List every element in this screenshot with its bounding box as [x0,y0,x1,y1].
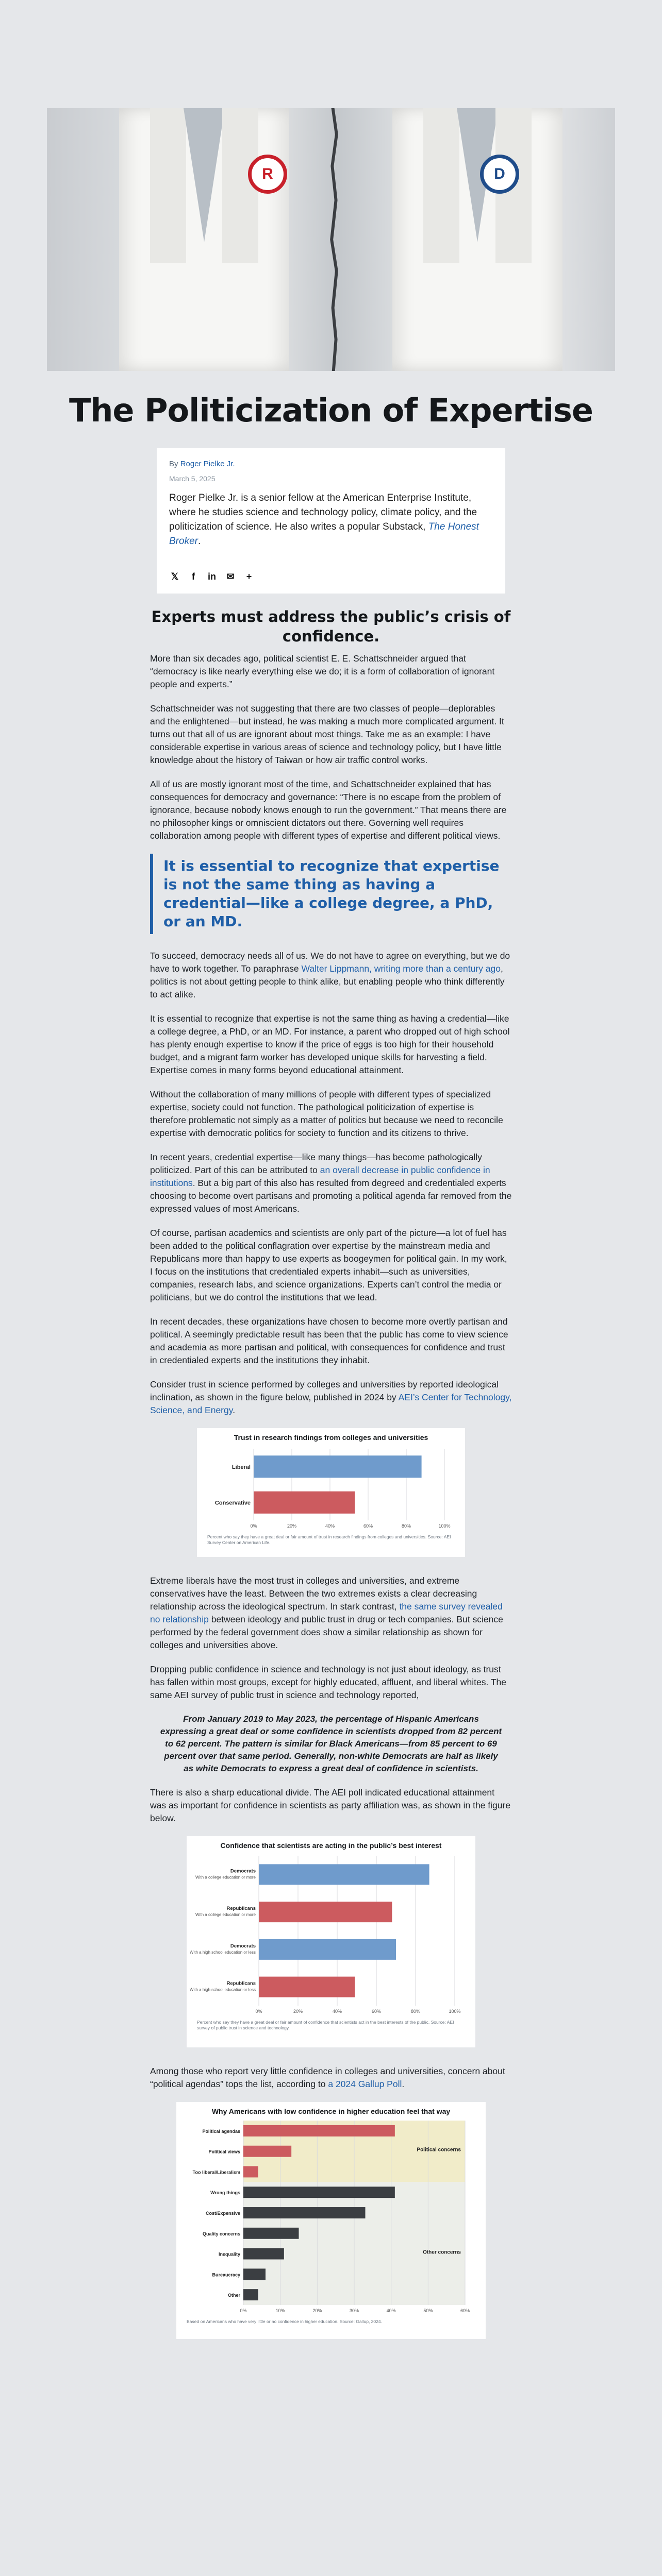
chart-title: Trust in research findings from colleges and universities [234,1433,428,1442]
category-sublabel: With a high school education or less [189,1950,256,1955]
category-sublabel: With a college education or more [195,1912,256,1918]
author-link[interactable]: Roger Pielke Jr. [180,460,235,468]
x-tick-label: 100% [438,1523,451,1529]
paragraph: Without the collaboration of many millions of people with different types of specialized expertise, society could not function. The pathological politicization of expertise is therefore problematic not simply as a matter of politics but because we need to reconcile expertise with democratic politics for society to function and its citizens to thrive. [150,1089,503,1138]
group-label: Other concerns [423,2249,461,2256]
author-card [157,448,505,594]
substack-link[interactable]: The Honest Broker [169,521,479,547]
chart-note: Percent who say they have a great deal or fair amount of confidence that scientists act in the best interests of the public. Source: AEI survey of public trust in science and technology. [197,2020,454,2030]
bar [243,2228,299,2239]
category-label: Republicans [226,1906,256,1912]
x-tick-label: 60% [460,2308,470,2313]
x-tick-label: 50% [423,2308,433,2313]
category-label: Other [227,2293,240,2298]
figure-confidence-scientists [187,1836,475,2047]
bar [243,2207,366,2218]
aei-center-link[interactable]: AEI’s Center for Technology, Science, and Energy [150,1392,512,1415]
gallup-poll-link[interactable]: a 2024 Gallup Poll [328,2079,402,2089]
chart-note: Based on Americans who have very little or no confidence in higher education. Source: Gallup, 2024. [187,2319,382,2324]
bar [243,2289,258,2300]
bar [254,1455,422,1478]
x-tick-label: 40% [325,1523,335,1529]
paragraph: Extreme liberals have the most trust in colleges and universities, and extreme conservatives have the least. Between the two extremes exists a clear decreasing relationship across the ideological spectrum. In stark contrast, the same survey revealed no relationship between ideology and public trust in drug or tech companies. But science performed by the federal government does show a similar relationship as shown for colleges and universities above. [150,1575,503,1650]
paragraph: Dropping public confidence in science and technology is not just about ideology, as trust has fallen within most groups, except for highly educated, affluent, and liberal whites. The same AEI survey of public trust in science and technology reported, [150,1664,507,1700]
x-tick-label: 20% [293,2009,303,2014]
page-title: The Politicization of Expertise [69,392,593,429]
x-share-icon[interactable]: 𝕏 [171,571,179,582]
x-tick-label: 80% [410,2009,421,2014]
hero-image [47,108,615,371]
byline: By Roger Pielke Jr. [169,460,235,468]
chart-title: Confidence that scientists are acting in the public’s best interest [220,1841,442,1850]
x-tick-label: 100% [449,2009,461,2014]
category-sublabel: With a high school education or less [189,1987,256,1992]
x-tick-label: 20% [287,1523,297,1529]
category-label: Cost/Expensive [205,2211,240,2216]
chart-confidence-scientists [189,1850,465,2017]
category-label: Too liberal/Liberalism [192,2170,240,2175]
lippmann-link[interactable]: Walter Lippmann, writing more than a century ago [301,963,501,974]
x-tick-label: 10% [275,2308,285,2313]
x-tick-label: 40% [386,2308,396,2313]
category-label: Republicans [226,1980,256,1987]
facebook-share-icon[interactable]: f [192,571,195,582]
paragraph: In recent years, credential expertise—like many things—has become pathologically politicized. Part of this can be attributed to an overall decrease in public confidence in institutions. But a big part of this also has resulted from degreed and credentialed experts choosing to become overt partisans and promoting a political agenda far removed from the expressed values of most Americans. [150,1152,512,1214]
x-tick-label: 80% [401,1523,411,1529]
confidence-decrease-link[interactable]: an overall decrease in public confidence in institutions [150,1165,490,1188]
paragraph: Consider trust in science performed by colleges and universities by reported ideological inclination, as shown in the figure below, published in 2024 by AEI’s Center for Technology, Science, and Energy. [150,1379,512,1415]
category-label: Political agendas [202,2128,240,2134]
bar [243,2248,284,2260]
paragraph: There is also a sharp educational divide. The AEI poll indicated educational attainment was as important for confidence in scientists as party affiliation was, as shown in the figure below. [150,1787,511,1823]
article-body [150,607,512,2357]
category-label: Wrong things [210,2190,240,2196]
category-label: Democrats [230,1943,256,1949]
category-label: Conservative [214,1500,251,1506]
x-tick-label: 0% [240,2308,247,2313]
bar [254,1492,355,1514]
lab-coat-left [119,108,289,371]
bar [243,2268,266,2280]
x-tick-label: 60% [363,1523,373,1529]
paragraph: Schattschneider was not suggesting that there are two classes of people—deplorables and the enlightened—but instead, he was making a much more complicated argument. It turns out that all of us are ignorant about most things. Take me as an example: I have considerable expertise in various areas of science and technology policy, but I have little knowledge about the history of Taiwan or how air traffic control works. [150,703,504,765]
email-share-icon[interactable]: ✉ [226,571,235,582]
paragraph: More than six decades ago, political scientist E. E. Schattschneider argued that “democracy is like nearly everything else we do; it is a form of collaboration of ignorant people and experts.” [150,653,495,689]
bar [259,1977,355,1997]
bar [243,2146,291,2157]
figure-low-confidence-reasons [176,2102,486,2339]
x-tick-label: 60% [371,2009,382,2014]
lab-coat-right [392,108,562,371]
hero-left-half [47,108,336,371]
category-label: Liberal [231,1464,251,1470]
paragraph: In recent decades, these organizations have chosen to become more overtly partisan and political. A seemingly predictable result has been that the public has come to view science and academia as more partisan and political, with consequences for confidence and trust in credentialed experts and the institutions they inhabit. [150,1316,508,1365]
democrat-donkey-icon: D [480,155,519,194]
paragraph: Of course, partisan academics and scientists are only part of the picture—a lot of fuel has been added to the political conflagration over expertise by the mainstream media and Republicans more than happy to use experts as boogeymen for political gain. In my work, I focus on the institutions that credentialed experts inhabit—such as universities, companies, research labs, and science organizations. Experts can’t control the media or politicians, but we do control the institutions that we lead. [150,1228,507,1302]
paragraph: Among those who report very little confidence in colleges and universities, concern about “political agendas” tops the list, according to a 2024 Gallup Poll. [150,2066,505,2089]
x-tick-label: 20% [312,2308,322,2313]
x-tick-label: 0% [250,1523,257,1529]
chart-title: Why Americans with low confidence in higher education feel that way [211,2107,451,2115]
x-tick-label: 30% [349,2308,359,2313]
more-share-icon[interactable]: + [246,571,252,582]
x-tick-label: 40% [332,2009,342,2014]
article-subtitle: Experts must address the public’s crisis of confidence. [151,608,511,645]
bar [243,2187,395,2198]
publish-date: March 5, 2025 [169,474,216,483]
chart-trust-colleges [207,1442,455,1532]
block-quote: From January 2019 to May 2023, the percentage of Hispanic Americans expressing a great deal or some confidence in scientists dropped from 82 percent to 62 percent. The pattern is similar for Black Americans—from 85 percent to 69 percent over that same period. Generally, non-white Democrats are half as likely as white Democrats to express a great deal of confidence in scientists. [160,1714,502,1773]
category-label: Inequality [218,2251,240,2257]
paragraph: To succeed, democracy needs all of us. We do not have to agree on everything, but we do have to work together. To paraphrase Walter Lippmann, writing more than a century ago, politics is not about getting people to think alike, but enabling people who think differently to act alike. [150,951,510,999]
group-label: Political concerns [417,2147,461,2153]
chart-low-confidence-reasons [187,2115,475,2316]
category-label: Bureaucracy [212,2272,240,2278]
paragraph: It is essential to recognize that expertise is not the same thing as having a credential—like a college degree, a PhD, or an MD. For instance, a parent who dropped out of high school has plenty enough expertise to know if the price of eggs is too high for their household budget, and a migrant farm worker has developed unique skills for harvesting a field. Expertise comes in many forms beyond educational attainment. [150,1013,510,1075]
pull-quote: It is essential to recognize that expertise is not the same thing as having a credential—like a college degree, a PhD, or an MD. [150,854,512,934]
category-label: Democrats [230,1868,256,1874]
bar [259,1939,396,1960]
author-bio: Roger Pielke Jr. is a senior fellow at the American Enterprise Institute, where he studies science and technology policy, climate policy, and the politicization of science. He also writes a popular Substack, The Honest Broker. [169,493,479,547]
bar [243,2125,395,2137]
category-sublabel: With a college education or more [195,1875,256,1880]
bar [243,2166,258,2178]
bar [259,1864,429,1885]
republican-elephant-icon: R [248,155,287,194]
bar [259,1902,392,1922]
hero-right-half [336,108,615,371]
category-label: Quality concerns [202,2231,240,2236]
category-label: Political views [208,2149,240,2155]
share-bar [169,571,255,582]
figure-trust-colleges [197,1428,465,1557]
chart-note: Percent who say they have a great deal or fair amount of trust in research findings from colleges and universities. Source: AEI Survey Center on American Life. [207,1534,451,1545]
paragraph: All of us are mostly ignorant most of the time, and Schattschneider explained that has consequences for democracy and governance: “There is no escape from the problem of ignorance, because nobody knows enough to run the government.” That means there are no philosopher kings or omniscient dictators out there. Governing well requires collaboration among people with different types of expertise and different political views. [150,779,507,841]
x-tick-label: 0% [255,2009,262,2014]
linkedin-share-icon[interactable]: in [208,571,216,582]
same-survey-link[interactable]: the same survey revealed no relationship [150,1601,503,1624]
